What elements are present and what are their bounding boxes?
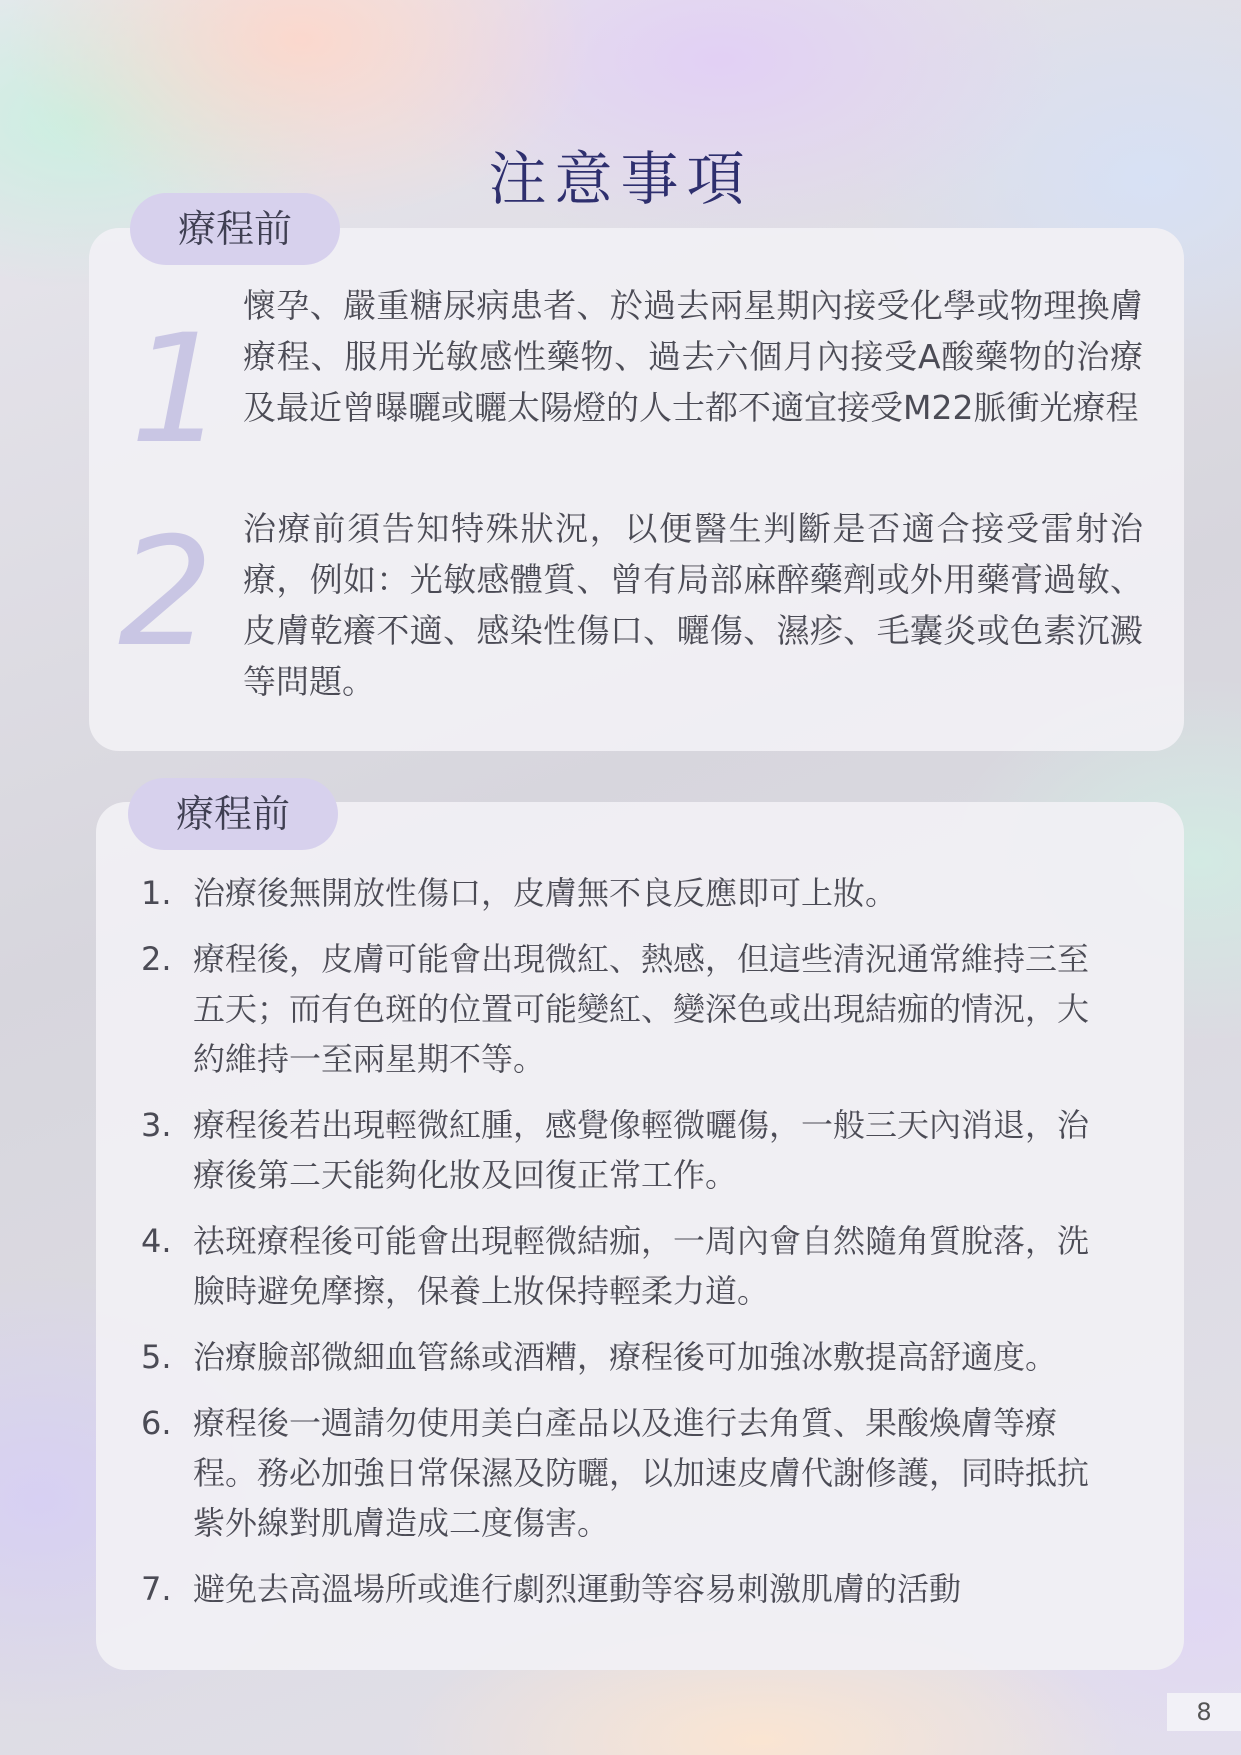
list-item-text: 治療臉部微細血管絲或酒糟，療程後可加強冰敷提高舒適度。 <box>193 1338 1058 1376</box>
section-tab-pre-treatment: 療程前 <box>130 193 340 265</box>
list-item <box>135 934 1120 1084</box>
pre-treatment-item-2: 治療前須告知特殊狀況，以便醫生判斷是否適合接受雷射治療，例如：光敏感體質、曾有局部麻醉藥劑或外用藥膏過敏、皮膚乾癢不適、感染性傷口、曬傷、濕疹、毛囊炎或色素沉澱等問題。 <box>243 509 1143 701</box>
list-item-number: 2. <box>141 940 172 978</box>
list-item <box>135 1100 1120 1200</box>
page-title: 注意事項 <box>488 145 753 213</box>
list-item-number: 1. <box>141 874 172 912</box>
section-tab-post-treatment: 療程前 <box>128 778 338 850</box>
item-number-1: 1 <box>130 303 226 477</box>
list-item <box>135 1564 1120 1614</box>
list-item <box>135 1398 1120 1548</box>
list-item-text: 祛斑療程後可能會出現輕微結痂，一周內會自然隨角質脫落，洗臉時避免摩擦，保養上妝保持輕柔力道。 <box>193 1222 1090 1310</box>
list-item-number: 4. <box>141 1222 172 1260</box>
list-item <box>135 1332 1120 1382</box>
list-item-number: 3. <box>141 1106 172 1144</box>
list-item-text: 避免去高溫場所或進行劇烈運動等容易刺激肌膚的活動 <box>193 1570 962 1608</box>
post-treatment-list <box>135 868 1120 1630</box>
list-item-number: 6. <box>141 1404 172 1442</box>
list-item-text: 療程後若出現輕微紅腫，感覺像輕微曬傷，一般三天內消退，治療後第二天能夠化妝及回復正常工作。 <box>193 1106 1090 1194</box>
list-item <box>135 868 1120 918</box>
list-item-text: 療程後，皮膚可能會出現微紅、熱感，但這些清況通常維持三至五天；而有色斑的位置可能變紅、變深色或出現結痂的情況，大約維持一至兩星期不等。 <box>193 940 1090 1078</box>
list-item-number: 5. <box>141 1338 172 1376</box>
item-number-2: 2 <box>118 506 214 680</box>
pre-treatment-item-1: 懷孕、嚴重糖尿病患者、於過去兩星期內接受化學或物理換膚療程、服用光敏感性藥物、過去六個月內接受A酸藥物的治療及最近曾曝曬或曬太陽燈的人士都不適宜接受M22脈衝光療程 <box>243 286 1143 427</box>
list-item-text: 療程後一週請勿使用美白產品以及進行去角質、果酸煥膚等療程。務必加強日常保濕及防曬，以加速皮膚代謝修護，同時抵抗紫外線對肌膚造成二度傷害。 <box>193 1404 1090 1542</box>
list-item-text: 治療後無開放性傷口，皮膚無不良反應即可上妝。 <box>193 874 898 912</box>
list-item-number: 7. <box>141 1570 172 1608</box>
list-item <box>135 1216 1120 1316</box>
page-number: 8 <box>1167 1693 1241 1731</box>
